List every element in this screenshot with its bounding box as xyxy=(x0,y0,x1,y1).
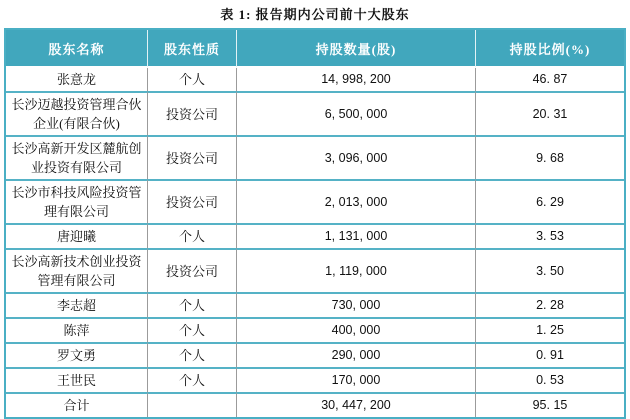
pct-cell: 46. 87 xyxy=(475,68,624,91)
shareholder-nature-cell: 投资公司 xyxy=(147,135,236,179)
header-share-percentage: 持股比例(%) xyxy=(475,30,624,68)
header-shares-held: 持股数量(股) xyxy=(236,30,475,68)
pct-cell: 9. 68 xyxy=(475,135,624,179)
pct-cell: 3. 50 xyxy=(475,248,624,292)
pct-cell: 0. 53 xyxy=(475,367,624,392)
shareholder-nature-cell: 个人 xyxy=(147,317,236,342)
shareholder-name-cell: 李志超 xyxy=(6,292,147,317)
header-shareholder-name: 股东名称 xyxy=(6,30,147,68)
shareholder-nature-cell: 个人 xyxy=(147,367,236,392)
pct-cell: 1. 25 xyxy=(475,317,624,342)
shareholder-nature-cell: 个人 xyxy=(147,68,236,91)
shareholder-nature-cell: 个人 xyxy=(147,223,236,248)
shareholder-name-cell: 王世民 xyxy=(6,367,147,392)
shareholder-nature-cell: 个人 xyxy=(147,342,236,367)
shareholder-name-cell: 唐迎曦 xyxy=(6,223,147,248)
shareholder-name-cell: 罗文勇 xyxy=(6,342,147,367)
shareholder-nature-cell: 投资公司 xyxy=(147,248,236,292)
shareholder-name-cell: 陈萍 xyxy=(6,317,147,342)
pct-cell: 6. 29 xyxy=(475,179,624,223)
total-row xyxy=(6,392,624,417)
header-row xyxy=(6,30,624,68)
shares-cell: 400, 000 xyxy=(236,317,475,342)
shareholder-nature-cell: 投资公司 xyxy=(147,179,236,223)
shareholder-nature-cell: 投资公司 xyxy=(147,91,236,135)
shares-cell: 290, 000 xyxy=(236,342,475,367)
shareholder-name-cell: 长沙迈越投资管理合伙企业(有限合伙) xyxy=(6,91,147,135)
table-row xyxy=(6,135,624,179)
table-row xyxy=(6,342,624,367)
total-label-cell: 合计 xyxy=(6,392,147,417)
total-pct-cell: 95. 15 xyxy=(475,392,624,417)
page-title: 表 1: 报告期内公司前十大股东 xyxy=(220,7,410,22)
shares-cell: 730, 000 xyxy=(236,292,475,317)
table-row xyxy=(6,179,624,223)
pct-cell: 2. 28 xyxy=(475,292,624,317)
shares-cell: 6, 500, 000 xyxy=(236,91,475,135)
pct-cell: 20. 31 xyxy=(475,91,624,135)
table-row xyxy=(6,317,624,342)
table-row xyxy=(6,68,624,91)
shares-cell: 14, 998, 200 xyxy=(236,68,475,91)
shareholder-nature-cell: 个人 xyxy=(147,292,236,317)
shareholder-name-cell: 长沙市科技风险投资管理有限公司 xyxy=(6,179,147,223)
shareholder-name-cell: 长沙高新开发区麓航创业投资有限公司 xyxy=(6,135,147,179)
shares-cell: 3, 096, 000 xyxy=(236,135,475,179)
pct-cell: 3. 53 xyxy=(475,223,624,248)
table-row xyxy=(6,248,624,292)
table-row xyxy=(6,223,624,248)
total-shares-cell: 30, 447, 200 xyxy=(236,392,475,417)
pct-cell: 0. 91 xyxy=(475,342,624,367)
shareholder-name-cell: 长沙高新技术创业投资管理有限公司 xyxy=(6,248,147,292)
shares-cell: 1, 119, 000 xyxy=(236,248,475,292)
shares-cell: 2, 013, 000 xyxy=(236,179,475,223)
shareholders-table xyxy=(4,28,626,419)
table-row xyxy=(6,292,624,317)
table-row xyxy=(6,91,624,135)
table-row xyxy=(6,367,624,392)
header-shareholder-nature: 股东性质 xyxy=(147,30,236,68)
shareholder-name-cell: 张意龙 xyxy=(56,72,96,87)
total-nature-cell xyxy=(147,392,236,417)
shares-cell: 1, 131, 000 xyxy=(236,223,475,248)
shares-cell: 170, 000 xyxy=(236,367,475,392)
